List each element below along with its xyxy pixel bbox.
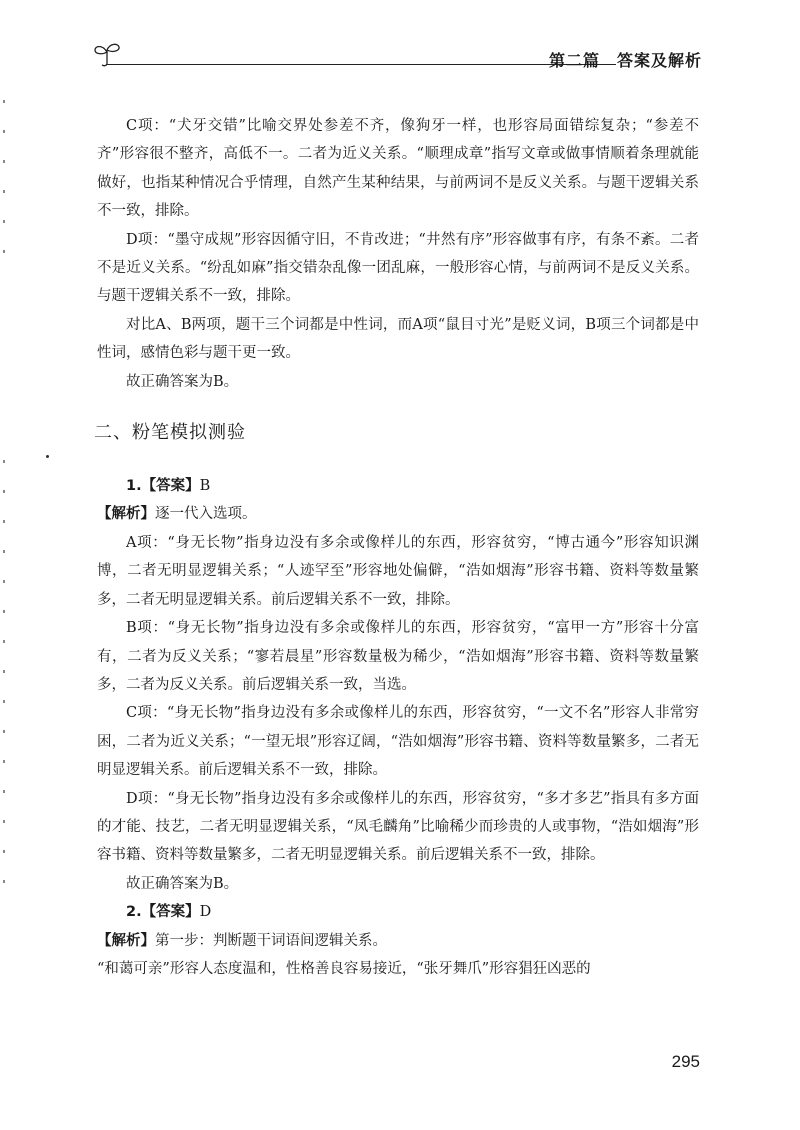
chapter-title: 第二篇 答案及解析 [548,51,702,70]
analysis-text: 第一步：判断题干词语间逻辑关系。 [155,932,387,949]
page-header [92,38,702,78]
q1-option-d: D项：“身无长物”指身边没有多余或像样儿的东西，形容贫穷，“多才多艺”指具有多方面的才能、技艺，二者无明显逻辑关系，“凤毛麟角”比喻稀少而珍贵的人或事物，“浩如烟海”形容书籍、资料等数量繁多，二者无明显逻辑关系。前后逻辑关系不一致，排除。 [97,790,699,864]
analysis-label: 【解析】 [97,506,155,523]
q1-answer [97,472,699,500]
q2-analysis [97,927,699,955]
paragraph-compare: 对比A、B两项，题干三个词都是中性词，而A项“鼠目寸光”是贬义词，B项三个词都是中性词，感情色彩与题干更一致。 [97,316,699,362]
q2-body: “和蔼可亲”形容人态度温和，性格善良容易接近，“张牙舞爪”形容猖狂凶恶的 [97,960,591,977]
answer-value: D [199,904,212,921]
q1-option-b: B项：“身无长物”指身边没有多余或像样儿的东西，形容贫穷，“富甲一方”形容十分富有，二者为反义关系；“寥若晨星”形容数量极为稀少，“浩如烟海”形容书籍、资料等数量繁多，二者为反义关系。前后逻辑关系一致，当选。 [97,620,699,693]
q1-conclusion: 故正确答案为B。 [126,875,239,892]
q1-option-c: C项：“身无长物”指身边没有多余或像样儿的东西，形容贫穷，“一文不名”形容人非常穷困，二者为近义关系；“一望无垠”形容辽阔，“浩如烟海”形容书籍、资料等数量繁多，二者无明显逻辑关系。前后逻辑关系不一致，排除。 [97,705,699,779]
answer-value: B [199,478,211,495]
paragraph-c-option: C项：“犬牙交错”比喻交界处参差不齐，像狗牙一样，也形容局面错综复杂；“参差不齐”形容很不整齐，高低不一。二者为近义关系。“顺理成章”指写文章或做事情顺着条理就能做好，也指某种情况合乎情理，自然产生某种结果，与前两词不是反义关系。与题干逻辑关系不一致，排除。 [97,118,699,220]
answer-label: 2.【答案】 [126,904,200,921]
analysis-label: 【解析】 [97,932,155,949]
section-title: 二、粉笔模拟测验 [94,422,246,444]
scan-edge-marks [3,0,6,1130]
paragraph-d-option: D项：“墨守成规”形容因循守旧，不肯改进；“井然有序”形容做事有序，有条不紊。二者不是近义关系。“纷乱如麻”指交错杂乱像一团乱麻，一般形容心情，与前两词不是反义关系。与题干逻辑关系不一致，排除。 [97,231,699,305]
q1-option-a: A项：“身无长物”指身边没有多余或像样儿的东西，形容贫穷，“博古通今”形容知识渊博，二者无明显逻辑关系；“人迹罕至”形容地处偏僻，“浩如烟海”形容书籍、资料等数量繁多，二者无明显逻辑关系。前后逻辑关系不一致，排除。 [97,534,699,608]
paragraph-conclusion: 故正确答案为B。 [126,373,239,390]
answer-label: 1.【答案】 [126,478,200,495]
q1-analysis [97,500,699,528]
page-number: 295 [671,1052,700,1071]
header-rule [106,64,616,65]
q2-answer [97,898,699,926]
margin-dot [46,455,49,458]
analysis-text: 逐一代入选项。 [155,506,257,523]
main-content [94,112,699,983]
